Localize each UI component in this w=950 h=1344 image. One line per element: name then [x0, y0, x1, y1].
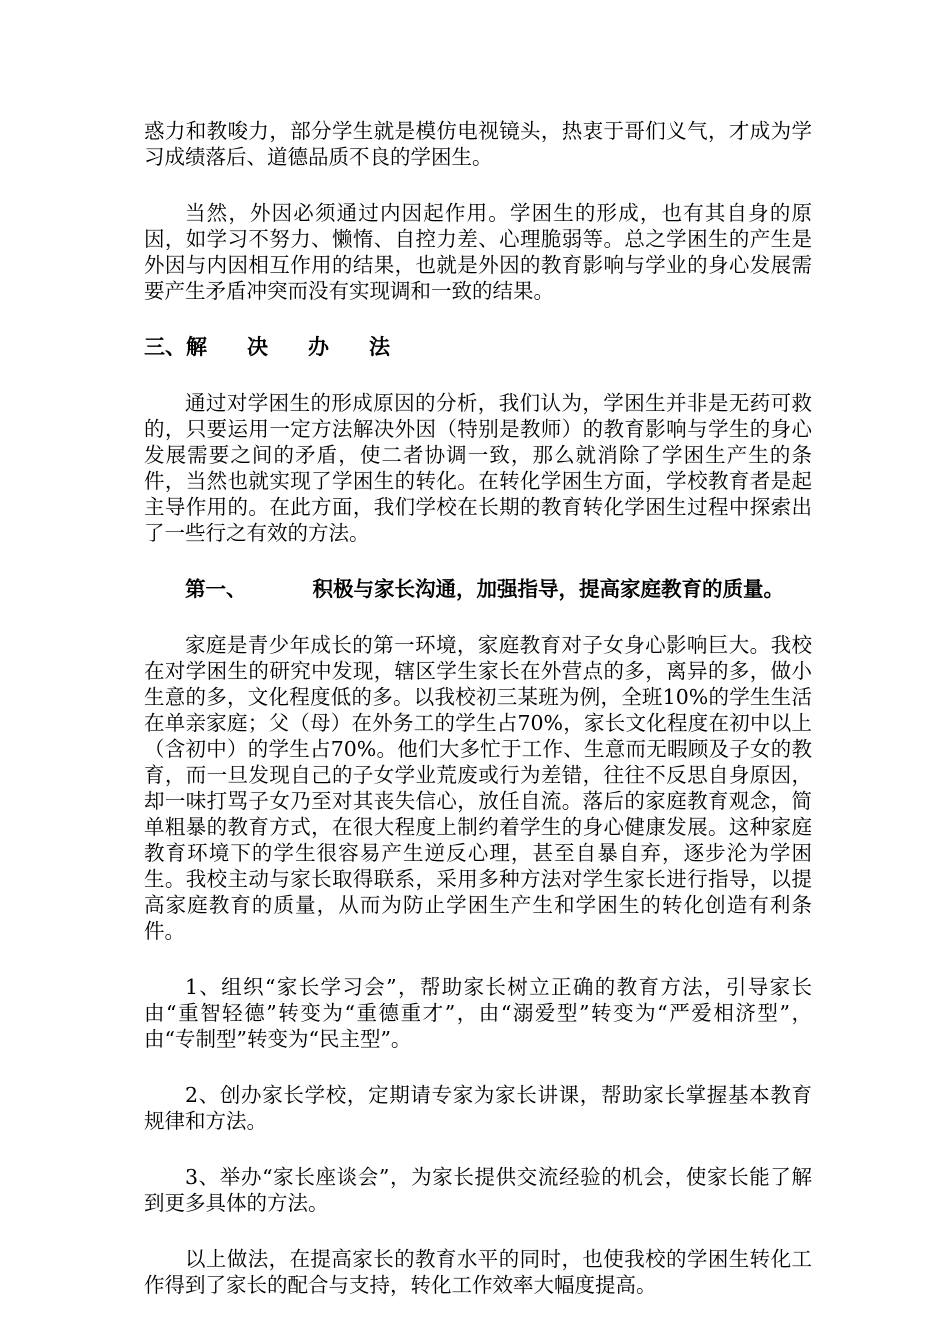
paragraph-continued: 惑力和教唆力，部分学生就是模仿电视镜头，热衷于哥们义气，才成为学习成绩落后、道德品质不良的学困生。: [144, 119, 812, 169]
document-body: [144, 118, 812, 1298]
section-char: 办: [308, 334, 329, 359]
section-char: 法: [369, 334, 390, 359]
section-char: 决: [247, 334, 268, 359]
section-char: 解: [186, 334, 207, 359]
sub-heading-text: 积极与家长沟通，加强指导，提高家庭教育的质量。: [312, 577, 784, 601]
paragraph-external-internal-causes: 当然，外因必须通过内因起作用。学困生的形成，也有其自身的原因，如学习不努力、懒惰、自控力差、心理脆弱等。总之学困生的产生是外因与内因相互作用的结果，也就是外因的教育影响与学业的身心发展需要产生矛盾冲突而没有实现调和一致的结果。: [144, 201, 812, 303]
list-item-parent-school: 2、创办家长学校，定期请专家为家长讲课，帮助家长掌握基本教育规律和方法。: [144, 1083, 812, 1133]
list-item-parent-study-meeting: 1、组织“家长学习会”，帮助家长树立正确的教育方法，引导家长由“重智轻德”转变为“重德重才”，由“溺爱型”转变为“严爱相济型”，由“专制型”转变为“民主型”。: [144, 975, 812, 1051]
section-number: 三、: [144, 334, 186, 359]
sub-heading-first: [144, 576, 812, 602]
paragraph-family-environment: 家庭是青少年成长的第一环境，家庭教育对子女身心影响巨大。我校在对学困生的研究中发现，辖区学生家长在外营点的多，离异的多，做小生意的多，文化程度低的多。以我校初三某班为例，全班10%的学生生活在单亲家庭；父（母）在外务工的学生占70%，家长文化程度在初中以上（含初中）的学生占70%。他们大多忙于工作、生意而无暇顾及子女的教育，而一旦发现自己的子女学业荒废或行为差错，往往不反思自身原因，却一味打骂子女乃至对其丧失信心，放任自流。落后的家庭教育观念，简单粗暴的教育方式，在很大程度上制约着学生的身心健康发展。这种家庭教育环境下的学生很容易产生逆反心理，甚至自暴自弃，逐步沦为学困生。我校主动与家长取得联系，采用多种方法对学生家长进行指导，以提高家庭教育的质量，从而为防止学困生产生和学困生的转化创造有利条件。: [144, 633, 812, 943]
paragraph-conclusion: 以上做法，在提高家长的教育水平的同时，也使我校的学困生转化工作得到了家长的配合与支持，转化工作效率大幅度提高。: [144, 1247, 812, 1297]
paragraph-analysis: 通过对学困生的形成原因的分析，我们认为，学困生并非是无药可救的，只要运用一定方法解决外因（特别是教师）的教育影响与学生的身心发展需要之间的矛盾，使二者协调一致，那么就消除了学困生产生的条件，当然也就实现了学困生的转化。在转化学困生方面，学校教育者是起主导作用的。在此方面，我们学校在长期的教育转化学困生过程中探索出了一些行之有效的方法。: [144, 391, 812, 545]
section-heading-solutions: [144, 334, 812, 360]
sub-heading-label: 第一、: [185, 577, 247, 601]
list-item-parent-forum: 3、举办“家长座谈会”，为家长提供交流经验的机会，使家长能了解到更多具体的方法。: [144, 1165, 812, 1215]
